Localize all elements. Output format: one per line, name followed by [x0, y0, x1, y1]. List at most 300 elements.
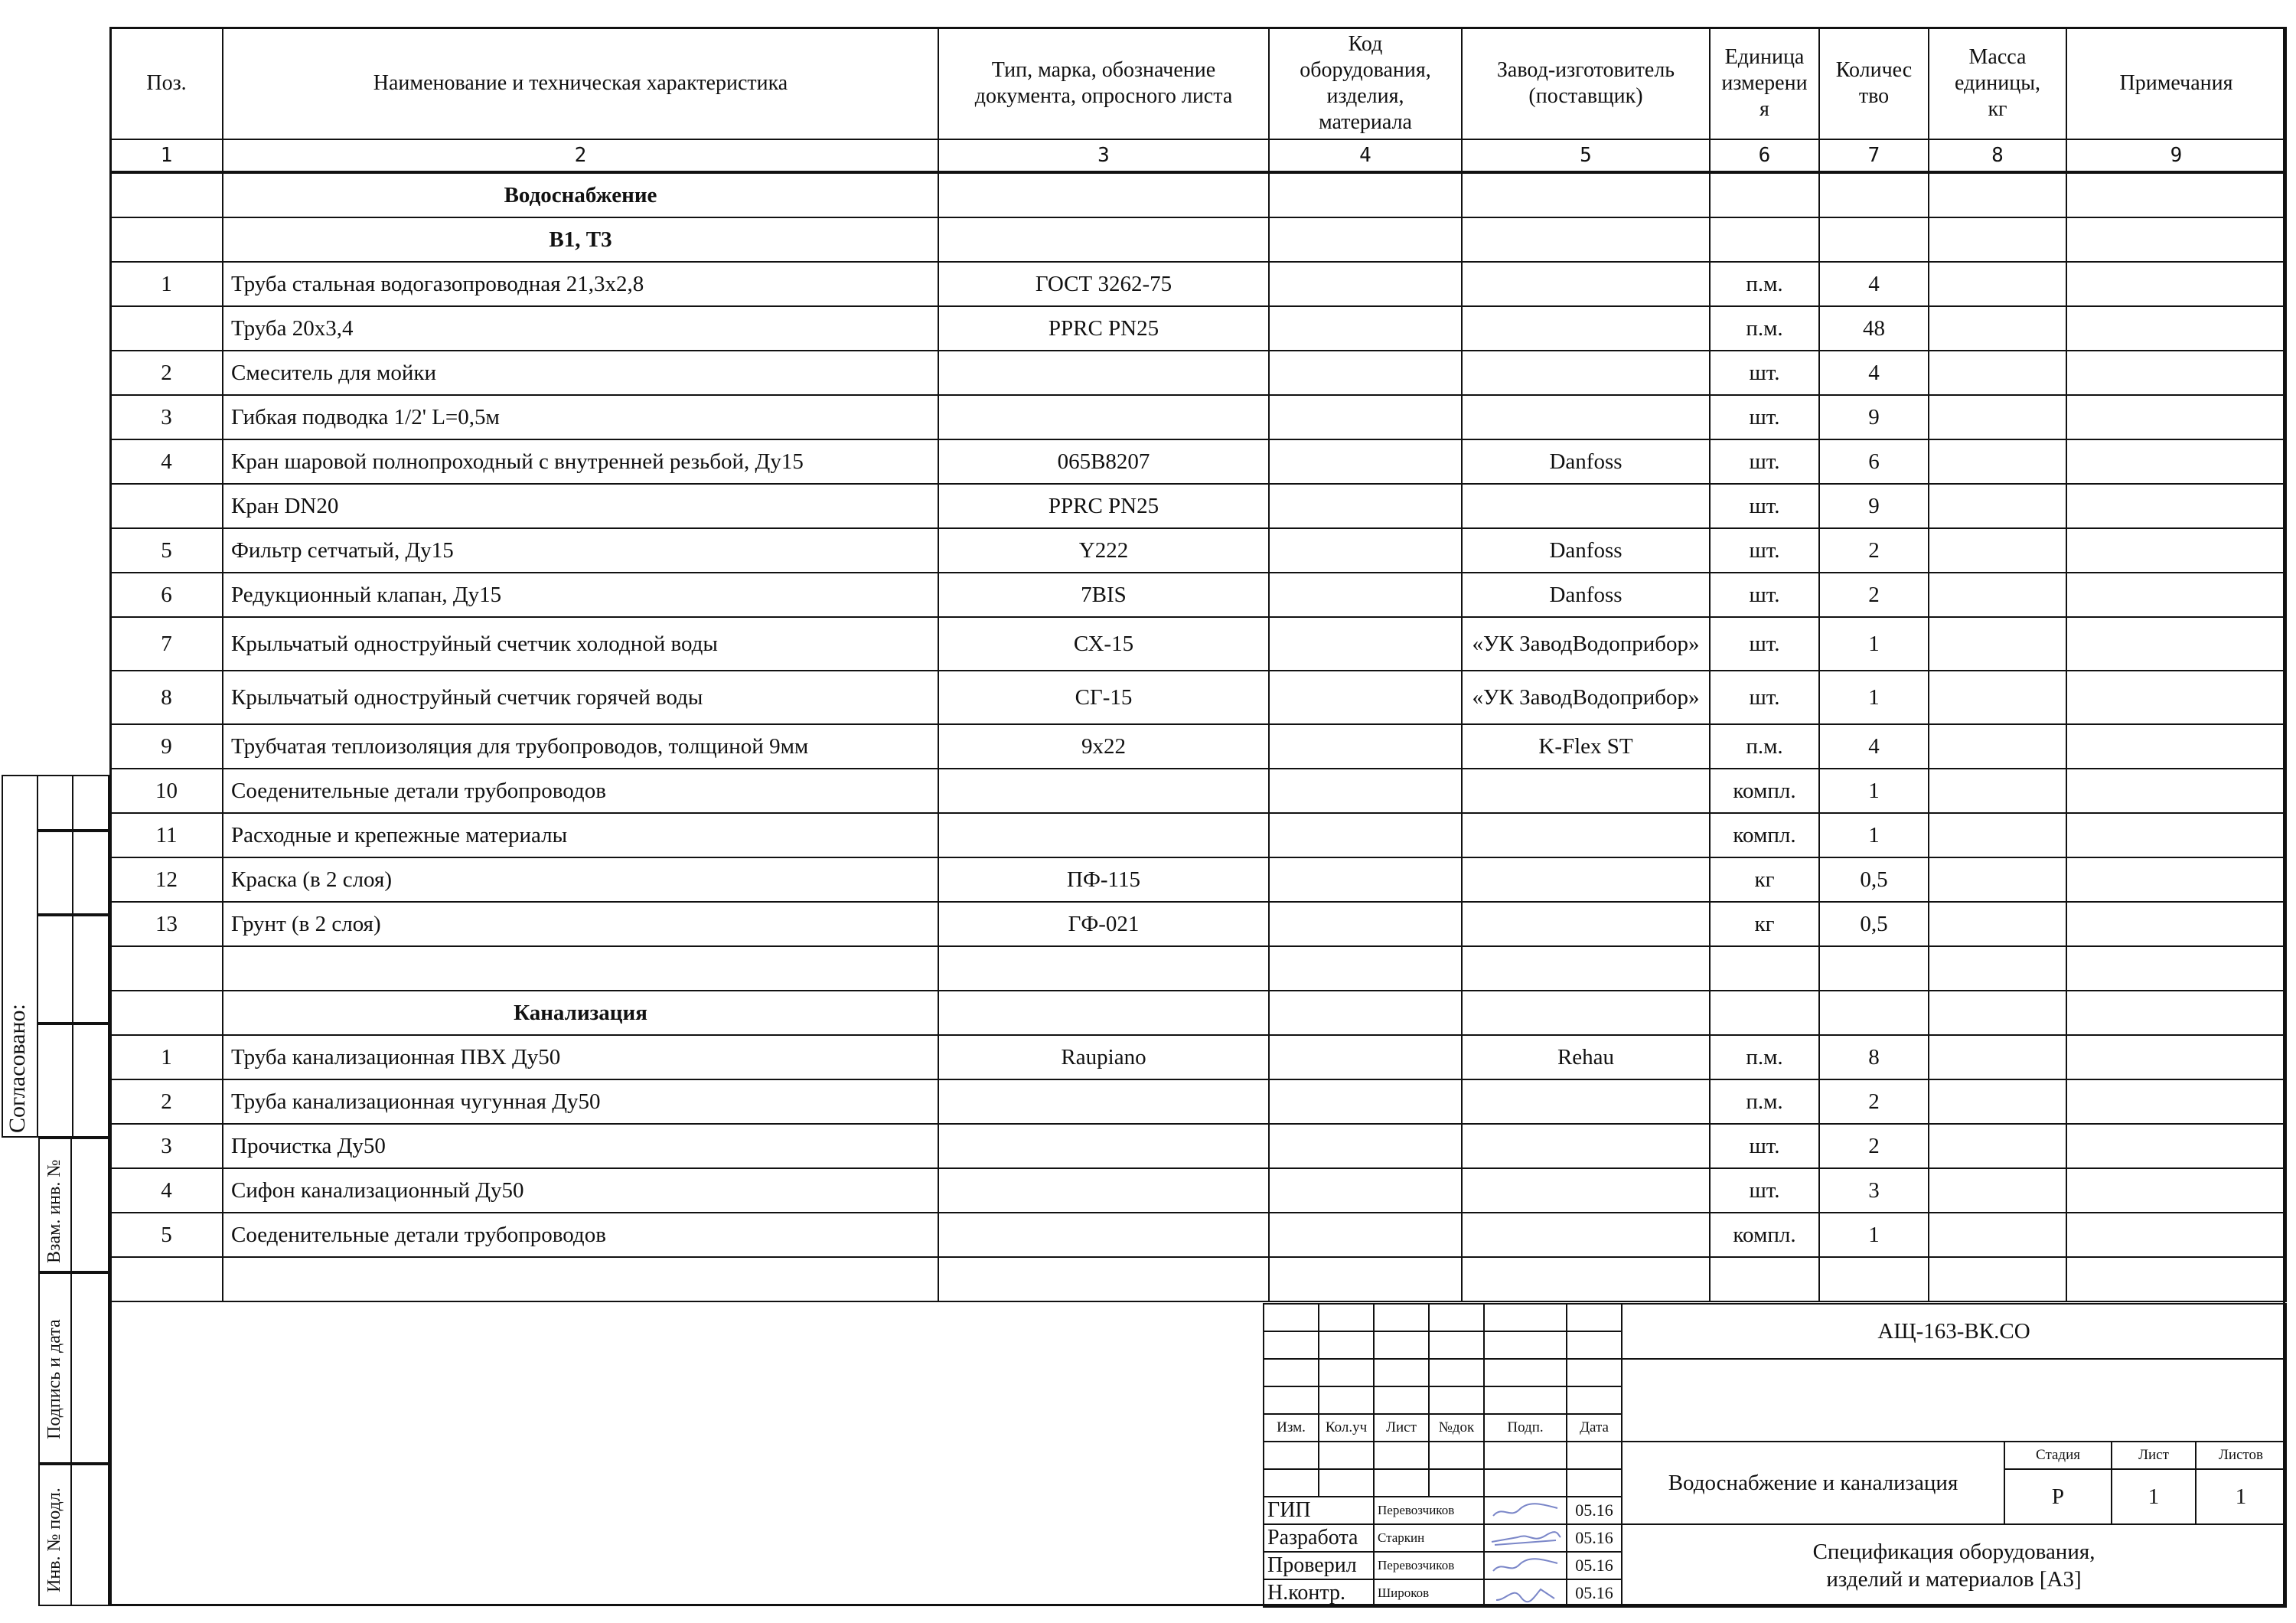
signature [1484, 1552, 1567, 1579]
section-row [110, 217, 2286, 262]
table-row [110, 306, 2286, 351]
cell-unit: шт. [1710, 528, 1819, 573]
cell-mass [1929, 617, 2066, 671]
project-title: Водоснабжение и канализация [1622, 1442, 2004, 1524]
cell-maker [1462, 1257, 1710, 1301]
cell-code [1269, 617, 1462, 671]
cell-maker [1462, 769, 1710, 813]
cell-name: Кран DN20 [223, 484, 938, 528]
header-type: Тип, марка, обозначение документа, опросного листа [938, 28, 1269, 139]
cell-unit: компл. [1710, 813, 1819, 857]
cell-name [223, 1257, 938, 1301]
column-number: 7 [1819, 139, 1929, 172]
cell-mass [1929, 769, 2066, 813]
cell-notes [2066, 724, 2286, 769]
table-row [110, 1213, 2286, 1257]
cell-pos [110, 484, 223, 528]
cell-notes [2066, 306, 2286, 351]
cell-code [1269, 351, 1462, 395]
cell-type [938, 351, 1269, 395]
cell-qty: 8 [1819, 1035, 1929, 1079]
table-row [110, 351, 2286, 395]
table-row [110, 439, 2286, 484]
cell-code [1269, 262, 1462, 306]
cell-qty [1819, 217, 1929, 262]
cell-unit: п.м. [1710, 724, 1819, 769]
cell-type: ГФ-021 [938, 902, 1269, 946]
role-label: ГИП [1264, 1497, 1374, 1524]
cell-maker [1462, 484, 1710, 528]
cell-maker [1462, 1213, 1710, 1257]
cell-maker: Rehau [1462, 1035, 1710, 1079]
cell-unit: шт. [1710, 1168, 1819, 1213]
cell-name: Крыльчатый одноструйный счетчик холодной воды [223, 617, 938, 671]
cell-code [1269, 769, 1462, 813]
cell-unit [1710, 217, 1819, 262]
cell-maker [1462, 395, 1710, 439]
header-qty: Количес тво [1819, 28, 1929, 139]
cell-type: PPRC PN25 [938, 484, 1269, 528]
cell-pos: 4 [110, 439, 223, 484]
column-numbers-row [110, 139, 2286, 172]
cell-unit: шт. [1710, 351, 1819, 395]
cell-name: Фильтр сетчатый, Ду15 [223, 528, 938, 573]
table-row [110, 395, 2286, 439]
cell-mass [1929, 1257, 2066, 1301]
cell-maker [1462, 813, 1710, 857]
cell-qty: 9 [1819, 484, 1929, 528]
cell-notes [2066, 1035, 2286, 1079]
cell-notes [2066, 439, 2286, 484]
table-row [110, 769, 2286, 813]
stage-label: Стадия [2004, 1442, 2112, 1469]
cell-code [1269, 306, 1462, 351]
column-number: 8 [1929, 139, 2066, 172]
table-row [110, 1035, 2286, 1079]
cell-name: Канализация [223, 991, 938, 1035]
column-number: 5 [1462, 139, 1710, 172]
cell-name: Прочистка Ду50 [223, 1124, 938, 1168]
header-maker: Завод-изготовитель (поставщик) [1462, 28, 1710, 139]
cell-type [938, 1168, 1269, 1213]
cell-mass [1929, 484, 2066, 528]
cell-pos: 6 [110, 573, 223, 617]
cell-pos: 3 [110, 1124, 223, 1168]
table-row [110, 262, 2286, 306]
cell-code [1269, 1079, 1462, 1124]
cell-notes [2066, 1168, 2286, 1213]
cell-type: Raupiano [938, 1035, 1269, 1079]
cell-pos [110, 306, 223, 351]
cell-code [1269, 946, 1462, 991]
sheets-label: Листов [2196, 1442, 2286, 1469]
table-row [110, 573, 2286, 617]
cell-maker [1462, 172, 1710, 217]
cell-pos: 2 [110, 1079, 223, 1124]
cell-unit: п.м. [1710, 1035, 1819, 1079]
cell-type: СГ-15 [938, 671, 1269, 724]
cell-maker [1462, 902, 1710, 946]
cell-code [1269, 1035, 1462, 1079]
cell-unit: шт. [1710, 395, 1819, 439]
title-block [1263, 1303, 2287, 1608]
podpis-label: Подпись и дата [44, 1319, 64, 1439]
cell-qty: 1 [1819, 1213, 1929, 1257]
rev-data: Дата [1567, 1414, 1622, 1442]
role-date: 05.16 [1567, 1524, 1622, 1552]
cell-name: Расходные и крепежные материалы [223, 813, 938, 857]
cell-pos [110, 991, 223, 1035]
cell-code [1269, 1257, 1462, 1301]
cell-type [938, 1213, 1269, 1257]
cell-maker: K-Flex ST [1462, 724, 1710, 769]
specification-body [110, 172, 2286, 1301]
cell-mass [1929, 1168, 2066, 1213]
cell-notes [2066, 769, 2286, 813]
cell-qty: 1 [1819, 769, 1929, 813]
role-date: 05.16 [1567, 1497, 1622, 1524]
cell-name: Краска (в 2 слоя) [223, 857, 938, 902]
cell-unit: шт. [1710, 439, 1819, 484]
cell-code [1269, 573, 1462, 617]
vzam-label: Взам. инв. № [44, 1159, 64, 1263]
cell-qty [1819, 991, 1929, 1035]
cell-pos: 13 [110, 902, 223, 946]
cell-code [1269, 439, 1462, 484]
cell-name: Соеденительные детали трубопроводов [223, 769, 938, 813]
cell-type [938, 395, 1269, 439]
cell-notes [2066, 857, 2286, 902]
cell-type [938, 946, 1269, 991]
cell-code [1269, 484, 1462, 528]
cell-type: 9х22 [938, 724, 1269, 769]
sheet-label: Лист [2112, 1442, 2196, 1469]
column-number: 1 [110, 139, 223, 172]
cell-mass [1929, 724, 2066, 769]
cell-unit: компл. [1710, 1213, 1819, 1257]
table-row [110, 617, 2286, 671]
cell-code [1269, 991, 1462, 1035]
cell-mass [1929, 671, 2066, 724]
cell-type: Y222 [938, 528, 1269, 573]
cell-code [1269, 217, 1462, 262]
column-number: 2 [223, 139, 938, 172]
cell-type [938, 1257, 1269, 1301]
specification-table [109, 27, 2287, 1302]
cell-mass [1929, 351, 2066, 395]
cell-notes [2066, 617, 2286, 671]
cell-name: В1, Т3 [223, 217, 938, 262]
cell-notes [2066, 484, 2286, 528]
role-row [1264, 1524, 2286, 1552]
cell-type: 7BIS [938, 573, 1269, 617]
cell-code [1269, 902, 1462, 946]
cell-notes [2066, 528, 2286, 573]
cell-maker: Danfoss [1462, 528, 1710, 573]
cell-type: 065B8207 [938, 439, 1269, 484]
cell-maker [1462, 1124, 1710, 1168]
cell-mass [1929, 217, 2066, 262]
cell-notes [2066, 1124, 2286, 1168]
cell-mass [1929, 262, 2066, 306]
cell-code [1269, 1168, 1462, 1213]
cell-qty: 4 [1819, 351, 1929, 395]
role-label: Н.контр. [1264, 1579, 1374, 1607]
cell-type [938, 217, 1269, 262]
cell-pos: 11 [110, 813, 223, 857]
cell-qty [1819, 1257, 1929, 1301]
cell-maker [1462, 217, 1710, 262]
cell-unit: компл. [1710, 769, 1819, 813]
sheets-value: 1 [2196, 1469, 2286, 1524]
cell-qty: 2 [1819, 1079, 1929, 1124]
header-notes: Примечания [2066, 28, 2286, 139]
cell-qty: 1 [1819, 813, 1929, 857]
cell-mass [1929, 1035, 2066, 1079]
cell-code [1269, 528, 1462, 573]
cell-qty: 9 [1819, 395, 1929, 439]
cell-pos: 7 [110, 617, 223, 671]
cell-notes [2066, 395, 2286, 439]
cell-type: PPRC PN25 [938, 306, 1269, 351]
cell-name: Сифон канализационный Ду50 [223, 1168, 938, 1213]
cell-name: Труба стальная водогазопроводная 21,3х2,8 [223, 262, 938, 306]
cell-notes [2066, 172, 2286, 217]
cell-mass [1929, 306, 2066, 351]
cell-pos: 4 [110, 1168, 223, 1213]
role-date: 05.16 [1567, 1552, 1622, 1579]
table-row [110, 1079, 2286, 1124]
cell-mass [1929, 1124, 2066, 1168]
cell-qty: 4 [1819, 724, 1929, 769]
table-row [110, 671, 2286, 724]
cell-unit [1710, 991, 1819, 1035]
cell-unit: п.м. [1710, 262, 1819, 306]
header-mass: Масса единицы, кг [1929, 28, 2066, 139]
table-row [110, 724, 2286, 769]
column-number: 6 [1710, 139, 1819, 172]
cell-notes [2066, 946, 2286, 991]
cell-qty [1819, 946, 1929, 991]
section-row [110, 991, 2286, 1035]
cell-qty: 2 [1819, 573, 1929, 617]
cell-name: Трубчатая теплоизоляция для трубопроводов, толщиной 9мм [223, 724, 938, 769]
signature [1484, 1579, 1567, 1607]
cell-code [1269, 724, 1462, 769]
cell-mass [1929, 172, 2066, 217]
document-code: АЩ-163-ВК.СО [1622, 1304, 2286, 1359]
cell-type [938, 991, 1269, 1035]
cell-maker [1462, 262, 1710, 306]
cell-mass [1929, 813, 2066, 857]
agreed-label: Согласовано: [5, 1004, 30, 1133]
cell-name: Смеситель для мойки [223, 351, 938, 395]
role-name: Старкин [1374, 1524, 1484, 1552]
cell-unit: п.м. [1710, 306, 1819, 351]
cell-maker: «УК ЗаводВодоприбор» [1462, 671, 1710, 724]
column-number: 4 [1269, 139, 1462, 172]
cell-type [938, 1079, 1269, 1124]
cell-notes [2066, 1213, 2286, 1257]
cell-notes [2066, 902, 2286, 946]
cell-notes [2066, 573, 2286, 617]
cell-maker [1462, 1079, 1710, 1124]
cell-mass [1929, 573, 2066, 617]
signature [1484, 1497, 1567, 1524]
header-pos: Поз. [110, 28, 223, 139]
role-name: Широков [1374, 1579, 1484, 1607]
cell-name: Труба канализационная чугунная Ду50 [223, 1079, 938, 1124]
cell-qty: 2 [1819, 1124, 1929, 1168]
doc-code-extra [1622, 1359, 2286, 1442]
cell-pos: 3 [110, 395, 223, 439]
table-row [110, 1168, 2286, 1213]
cell-qty: 48 [1819, 306, 1929, 351]
cell-pos: 1 [110, 1035, 223, 1079]
cell-type [938, 813, 1269, 857]
cell-unit: п.м. [1710, 1079, 1819, 1124]
rev-izm: Изм. [1264, 1414, 1319, 1442]
table-row [110, 484, 2286, 528]
cell-mass [1929, 1079, 2066, 1124]
cell-notes [2066, 1257, 2286, 1301]
cell-code [1269, 1124, 1462, 1168]
cell-unit: шт. [1710, 573, 1819, 617]
table-row [110, 813, 2286, 857]
cell-code [1269, 1213, 1462, 1257]
cell-pos: 5 [110, 1213, 223, 1257]
cell-mass [1929, 991, 2066, 1035]
cell-unit: кг [1710, 902, 1819, 946]
cell-name: Труба 20х3,4 [223, 306, 938, 351]
cell-name: Крыльчатый одноструйный счетчик горячей воды [223, 671, 938, 724]
cell-pos: 5 [110, 528, 223, 573]
cell-notes [2066, 1079, 2286, 1124]
cell-pos: 10 [110, 769, 223, 813]
cell-unit: шт. [1710, 1124, 1819, 1168]
cell-pos [110, 946, 223, 991]
cell-unit: кг [1710, 857, 1819, 902]
rev-list: Лист [1374, 1414, 1429, 1442]
cell-qty: 3 [1819, 1168, 1929, 1213]
role-date: 05.16 [1567, 1579, 1622, 1607]
inv-label: Инв. № подл. [44, 1487, 64, 1592]
cell-mass [1929, 439, 2066, 484]
cell-unit: шт. [1710, 617, 1819, 671]
cell-name [223, 946, 938, 991]
cell-pos [110, 172, 223, 217]
cell-unit [1710, 172, 1819, 217]
cell-notes [2066, 262, 2286, 306]
column-number: 3 [938, 139, 1269, 172]
cell-code [1269, 671, 1462, 724]
cell-name: Гибкая подводка 1/2' L=0,5м [223, 395, 938, 439]
cell-type: СХ-15 [938, 617, 1269, 671]
cell-maker [1462, 991, 1710, 1035]
cell-qty: 0,5 [1819, 902, 1929, 946]
cell-pos [110, 1257, 223, 1301]
cell-mass [1929, 395, 2066, 439]
role-name: Перевозчиков [1374, 1552, 1484, 1579]
cell-pos: 8 [110, 671, 223, 724]
role-name: Перевозчиков [1374, 1497, 1484, 1524]
signature [1484, 1524, 1567, 1552]
table-row [110, 1124, 2286, 1168]
cell-notes [2066, 351, 2286, 395]
stage-value: Р [2004, 1469, 2112, 1524]
section-row [110, 172, 2286, 217]
cell-maker: «УК ЗаводВодоприбор» [1462, 617, 1710, 671]
cell-name: Труба канализационная ПВХ Ду50 [223, 1035, 938, 1079]
cell-maker: Danfoss [1462, 573, 1710, 617]
role-label: Проверил [1264, 1552, 1374, 1579]
cell-mass [1929, 1213, 2066, 1257]
cell-maker: Danfoss [1462, 439, 1710, 484]
cell-unit: шт. [1710, 671, 1819, 724]
cell-unit [1710, 1257, 1819, 1301]
cell-type: ПФ-115 [938, 857, 1269, 902]
cell-name: Редукционный клапан, Ду15 [223, 573, 938, 617]
cell-pos: 1 [110, 262, 223, 306]
table-row [110, 902, 2286, 946]
rev-ndok: №док [1429, 1414, 1484, 1442]
cell-unit [1710, 946, 1819, 991]
cell-name: Кран шаровой полнопроходный с внутренней резьбой, Ду15 [223, 439, 938, 484]
cell-code [1269, 172, 1462, 217]
cell-qty: 4 [1819, 262, 1929, 306]
header-unit: Единица измерени я [1710, 28, 1819, 139]
cell-qty: 1 [1819, 617, 1929, 671]
cell-qty: 6 [1819, 439, 1929, 484]
cell-name: Грунт (в 2 слоя) [223, 902, 938, 946]
cell-type [938, 172, 1269, 217]
cell-mass [1929, 946, 2066, 991]
cell-pos: 9 [110, 724, 223, 769]
cell-unit: шт. [1710, 484, 1819, 528]
cell-type [938, 1124, 1269, 1168]
cell-maker [1462, 1168, 1710, 1213]
cell-type [938, 769, 1269, 813]
table-row [110, 528, 2286, 573]
cell-name: Водоснабжение [223, 172, 938, 217]
sheet-value: 1 [2112, 1469, 2196, 1524]
cell-notes [2066, 671, 2286, 724]
cell-maker [1462, 306, 1710, 351]
cell-code [1269, 857, 1462, 902]
cell-code [1269, 813, 1462, 857]
cell-notes [2066, 813, 2286, 857]
cell-notes [2066, 217, 2286, 262]
table-header [110, 28, 2286, 139]
cell-code [1269, 395, 1462, 439]
cell-mass [1929, 902, 2066, 946]
document-title: Спецификация оборудования, изделий и материалов [А3] [1622, 1524, 2286, 1607]
cell-pos: 12 [110, 857, 223, 902]
header-name: Наименование и техническая характеристика [223, 28, 938, 139]
cell-maker [1462, 351, 1710, 395]
cell-qty: 2 [1819, 528, 1929, 573]
table-row [110, 857, 2286, 902]
cell-qty: 1 [1819, 671, 1929, 724]
rev-podp: Подп. [1484, 1414, 1567, 1442]
cell-name: Соеденительные детали трубопроводов [223, 1213, 938, 1257]
cell-type: ГОСТ 3262-75 [938, 262, 1269, 306]
cell-qty: 0,5 [1819, 857, 1929, 902]
cell-mass [1929, 528, 2066, 573]
column-number: 9 [2066, 139, 2286, 172]
rev-kolich: Кол.уч [1319, 1414, 1374, 1442]
role-label: Разработа [1264, 1524, 1374, 1552]
